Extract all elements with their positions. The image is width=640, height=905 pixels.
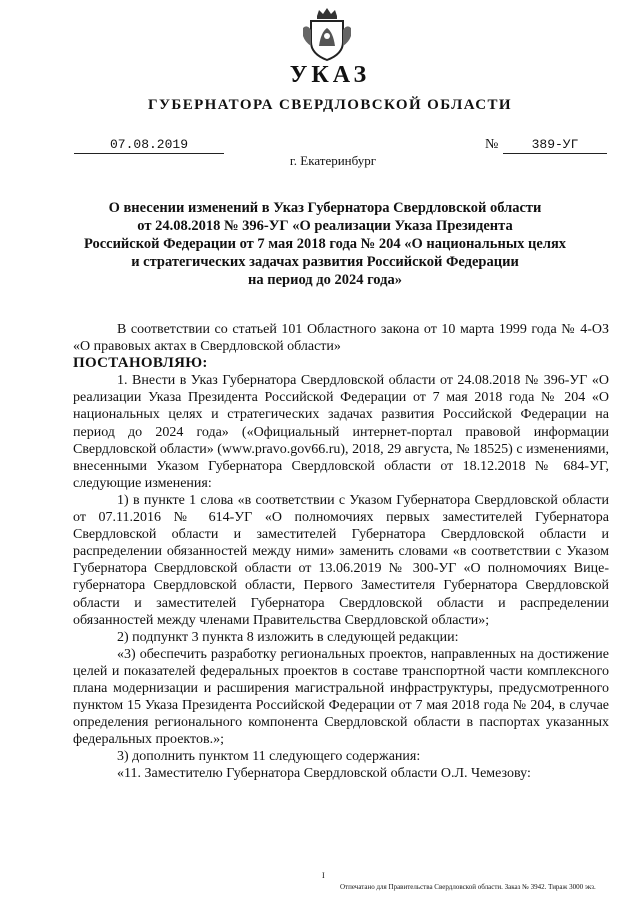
decree-word: ПОСТАНОВЛЯЮ:: [73, 355, 208, 372]
document-date: 07.08.2019: [74, 137, 224, 154]
print-note: Отпечатано для Правительства Свердловской области. Заказ № 3942. Тираж 3000 экз.: [340, 883, 596, 891]
number-label: №: [485, 137, 499, 152]
document-number: 389-УГ: [503, 137, 607, 154]
city-name: г. Екатеринбург: [289, 153, 377, 168]
document-heading: [80, 199, 570, 289]
paragraph-item-1: 1. Внести в Указ Губернатора Свердловской области от 24.08.2018 № 396-УГ «О реализации Указа Президента Российской Федерации от 7 мая 2018 года № 204 «О национальных целях и стратегических задачах развития Российской Федерации на период до 2024 года» («Официальный интернет-портал правовой информации Свердловской области» (www.pravo.gov66.ru), 2018, 29 августа, № 18525) с изменениями, внесенными Указом Губернатора Свердловской области от 18.12.2018 № 684-УГ, следующие изменения:: [73, 373, 609, 491]
heading-line: Российской Федерации от 7 мая 2018 года № 204 «О национальных целях: [83, 236, 567, 252]
paragraph-subitem-1: 1) в пункте 1 слова «в соответствии с Указом Губернатора Свердловской области от 07.11.2016 № 614-УГ «О полномочиях первых заместителей Губернатора Свердловской области и заместителей Губернатора Свердловской области и распределении обязанностей между ними» заменить словами «в соответствии с Указом Губернатора Свердловской области от 13.06.2019 № 300-УГ «О полномочиях Вице-губернатора Свердловской области, Первого Заместителя Губернатора Свердловской области и заместителей Губернатора Свердловской области и распределении обязанностей между членами Правительства Свердловской области»;: [73, 492, 609, 628]
issuer-title: ГУБЕРНАТОРА СВЕРДЛОВСКОЙ ОБЛАСТИ: [148, 97, 512, 113]
heading-line: О внесении изменений в Указ Губернатора Свердловской области: [108, 200, 542, 216]
paragraph-quote-3: «3) обеспечить разработку региональных проектов, направленных на достижение целей и показателей федеральных проектов в составе транспортной части комплексного плана модернизации и расширения магистральной инфраструктуры, предусмотренного пунктом 15 Указа Президента Российской Федерации от 7 мая 2018 года № 204, в случае определения регионального компонента Свердловской области в паспортах указанных федеральных проектов.»;: [73, 646, 609, 748]
heading-line: от 24.08.2018 № 396-УГ «О реализации Указа Президента: [137, 218, 513, 234]
document-type-title: УКАЗ: [289, 62, 371, 88]
page-mark: I: [322, 871, 325, 880]
paragraph-quote-11: «11. Заместителю Губернатора Свердловской области О.Л. Чемезову:: [117, 766, 531, 782]
paragraph-subitem-2: 2) подпункт 3 пункта 8 изложить в следующей редакции:: [117, 629, 459, 645]
heading-line: и стратегических задачах развития Российской Федерации: [131, 254, 519, 270]
heading-line: на период до 2024 года»: [248, 272, 402, 288]
coat-of-arms-icon: [301, 6, 353, 62]
paragraph-subitem-3: 3) дополнить пунктом 11 следующего содержания:: [117, 749, 421, 765]
document-body: [73, 321, 609, 783]
intro-paragraph: В соответствии со статьей 101 Областного закона от 10 марта 1999 года № 4-ОЗ «О правовых актах в Свердловской области»: [73, 322, 609, 355]
